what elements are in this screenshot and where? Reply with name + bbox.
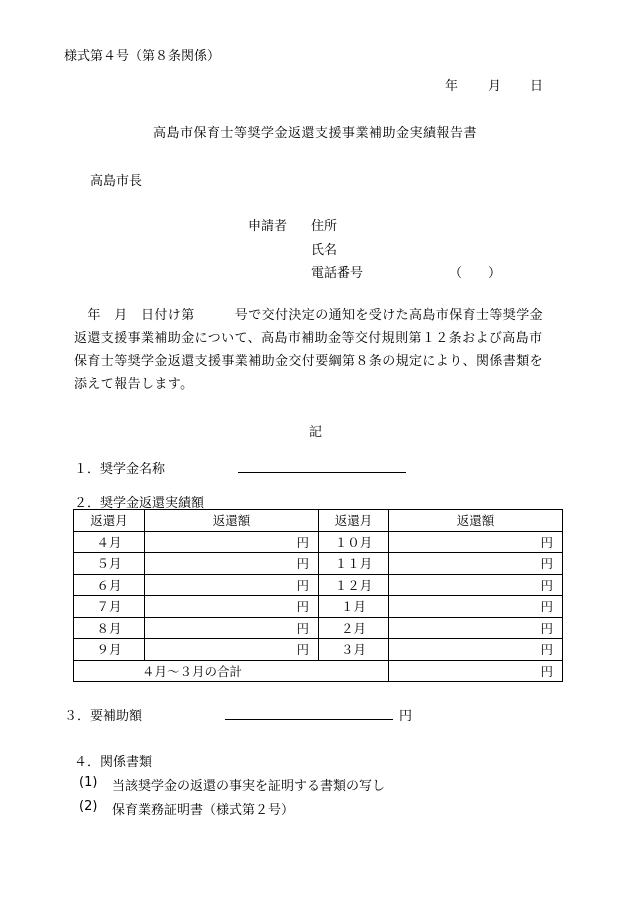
- body-line: 添えて報告します。: [74, 377, 194, 392]
- header-month: 返還月: [74, 510, 145, 532]
- item2-repayment-record: ２．奨学金返還実績額: [74, 496, 205, 511]
- table-row: [74, 617, 563, 639]
- header-amount: 返還額: [389, 510, 563, 532]
- amount-cell[interactable]: 円: [145, 553, 319, 575]
- date-day: 日: [530, 79, 544, 94]
- date-month: 月: [488, 79, 502, 94]
- amount-cell[interactable]: 円: [389, 553, 563, 575]
- table-row: [74, 531, 563, 553]
- amount-cell[interactable]: 円: [389, 531, 563, 553]
- amount-cell[interactable]: 円: [389, 639, 563, 661]
- document-title: 高島市保育士等奨学金返還支援事業補助金実績報告書: [152, 126, 477, 141]
- subsidy-amount-unit: 円: [399, 709, 413, 724]
- amount-cell[interactable]: 円: [389, 617, 563, 639]
- addressee: 高島市長: [90, 174, 143, 189]
- month-cell: ８月: [74, 617, 145, 639]
- item3-subsidy-amount: ３．要補助額: [64, 709, 143, 724]
- total-amount-cell[interactable]: 円: [389, 660, 563, 682]
- doc-number: (2): [79, 799, 98, 814]
- month-cell: １２月: [319, 574, 389, 596]
- applicant-address-label: 住所: [311, 219, 338, 234]
- repayment-table: [73, 509, 563, 682]
- scholarship-name-field[interactable]: [238, 472, 406, 473]
- table-row: [74, 574, 563, 596]
- month-cell: ２月: [319, 617, 389, 639]
- form-number: 様式第４号（第８条関係）: [64, 49, 221, 64]
- doc-number: (1): [79, 775, 98, 790]
- item4-related-documents: ４．関係書類: [74, 755, 153, 770]
- table-total-row: [74, 660, 563, 682]
- month-cell: ９月: [74, 639, 145, 661]
- month-cell: ３月: [319, 639, 389, 661]
- header-month: 返還月: [319, 510, 389, 532]
- amount-cell[interactable]: 円: [145, 574, 319, 596]
- doc-text: 保育業務証明書（様式第２号）: [112, 803, 295, 818]
- month-cell: ４月: [74, 531, 145, 553]
- table-row: [74, 639, 563, 661]
- total-label: ４月～３月の合計: [74, 660, 389, 682]
- date-year: 年: [445, 79, 459, 94]
- ki-heading: 記: [309, 425, 323, 440]
- header-amount: 返還額: [145, 510, 319, 532]
- month-cell: ５月: [74, 553, 145, 575]
- body-line: 年 月 日付け第 号で交付決定の通知を受けた高島市保育士等奨学金: [74, 308, 544, 323]
- subsidy-amount-field[interactable]: [225, 719, 393, 720]
- report-body: [74, 304, 572, 396]
- amount-cell[interactable]: 円: [145, 639, 319, 661]
- body-line: 返還支援事業補助金について、高島市補助金等交付規則第１２条および高島市: [74, 331, 543, 346]
- applicant-name-label: 氏名: [311, 243, 338, 258]
- month-cell: ７月: [74, 596, 145, 618]
- amount-cell[interactable]: 円: [389, 574, 563, 596]
- applicant-phone-parens: （ ）: [449, 266, 502, 281]
- applicant-phone-label: 電話番号: [311, 266, 364, 281]
- table-header-row: [74, 510, 563, 532]
- body-line: 保育士等奨学金返還支援事業補助金交付要綱第８条の規定により、関係書類を: [74, 354, 544, 369]
- amount-cell[interactable]: 円: [145, 596, 319, 618]
- month-cell: ６月: [74, 574, 145, 596]
- month-cell: １１月: [319, 553, 389, 575]
- applicant-label: 申請者: [248, 219, 288, 234]
- month-cell: １０月: [319, 531, 389, 553]
- amount-cell[interactable]: 円: [145, 531, 319, 553]
- amount-cell[interactable]: 円: [145, 617, 319, 639]
- table-row: [74, 596, 563, 618]
- table-row: [74, 553, 563, 575]
- item1-scholarship-name: １．奨学金名称: [74, 462, 166, 477]
- month-cell: １月: [319, 596, 389, 618]
- doc-text: 当該奨学金の返還の事実を証明する書類の写し: [112, 779, 386, 794]
- amount-cell[interactable]: 円: [389, 596, 563, 618]
